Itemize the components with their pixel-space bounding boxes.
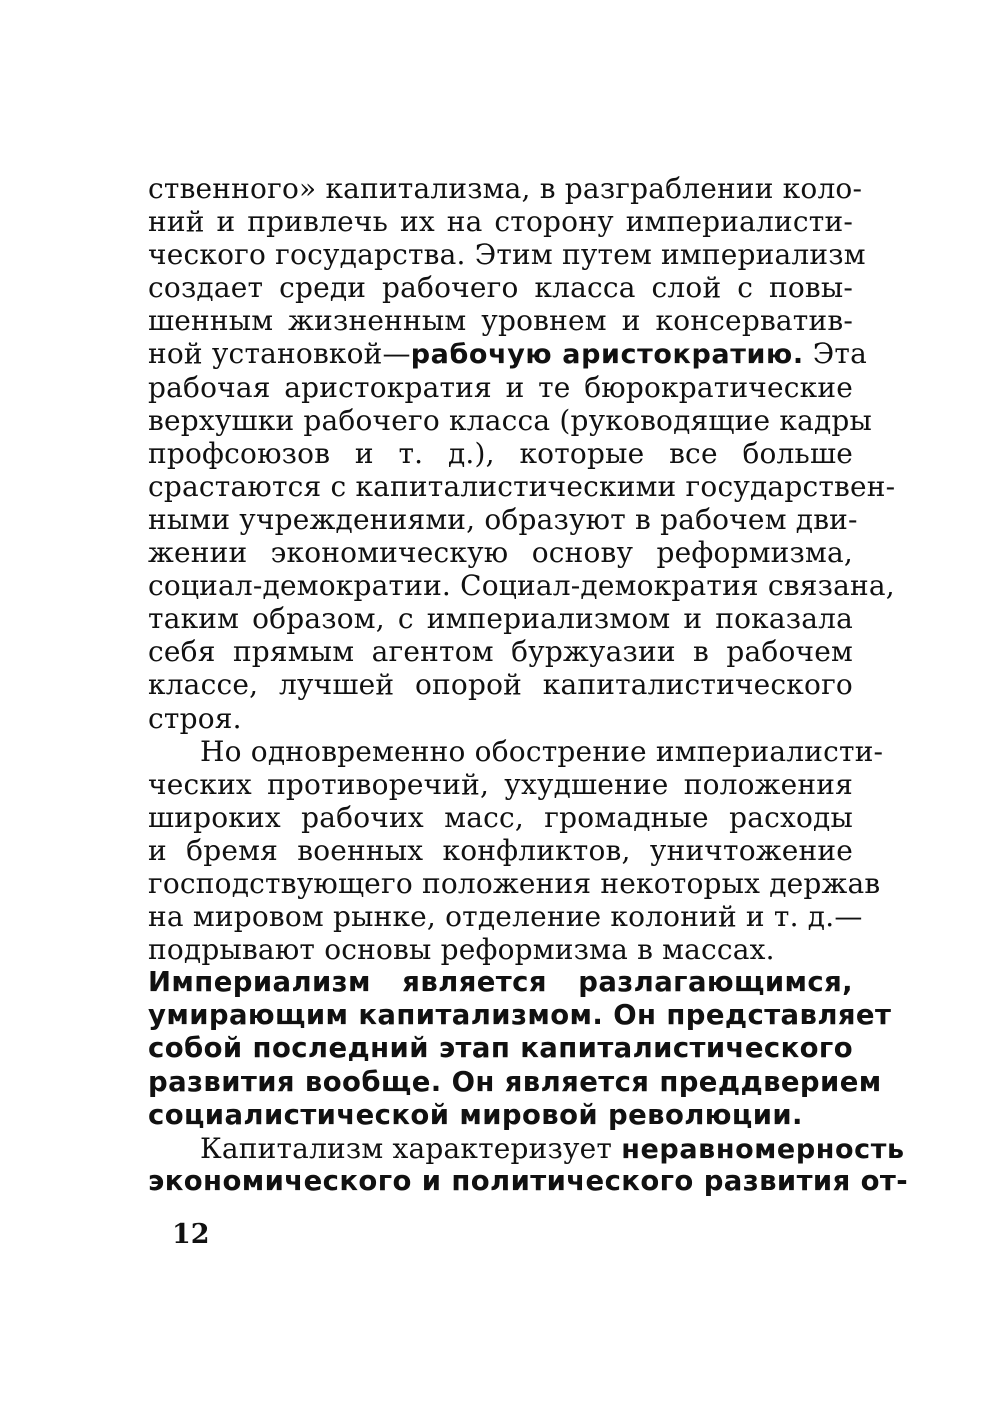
bold-text-line: умирающим капитализмом. Он представляет <box>148 999 892 1032</box>
bold-text-line: собой последний этап капиталистического <box>148 1032 853 1065</box>
text-line: ний и привлечь их на сторону империалисти- <box>148 205 853 239</box>
text-line: верхушки рабочего класса (руководящие кадры <box>148 403 873 437</box>
text-line: создает среди рабочего класса слой с повы- <box>148 271 853 305</box>
bold-text-line: экономического и политического развития от- <box>148 1164 909 1197</box>
text-line: ными учреждениями, образуют в рабочем дви- <box>148 502 858 536</box>
text-line: профсоюзов и т. д.), которые все больше <box>148 436 853 470</box>
text-line: на мировом рынке, отделение колоний и т. д.— <box>148 900 863 934</box>
text-line: таким образом, с империализмом и показала <box>148 602 853 636</box>
text-line: ческого государства. Этим путем империализм <box>148 238 866 272</box>
text-line: подрывают основы реформизма в массах. <box>148 933 775 967</box>
text-line <box>148 1131 905 1165</box>
emphasis-term: рабочую аристократию. <box>410 339 804 371</box>
text-line: шенным жизненным уровнем и консерватив- <box>148 304 853 338</box>
text-line: жении экономическую основу реформизма, <box>148 536 853 570</box>
text-line <box>148 337 867 371</box>
text-run: Эта <box>803 337 867 371</box>
text-line: широких рабочих масс, громадные расходы <box>148 800 853 834</box>
emphasis-term: неравномерность <box>621 1133 905 1165</box>
text-line: социал-демократии. Социал-демократия связана, <box>148 569 895 603</box>
bold-text-line: Империализм является разлагающимся, <box>148 966 853 999</box>
text-run: ной установкой— <box>148 337 411 371</box>
page-number: 12 <box>172 1219 210 1250</box>
page-body <box>148 172 909 1198</box>
text-line: строя. <box>148 701 242 735</box>
text-line: классе, лучшей опорой капиталистического <box>148 668 853 702</box>
text-line: ственного» капитализма, в разграблении коло- <box>148 172 863 205</box>
text-line: рабочая аристократия и те бюрократические <box>148 370 853 404</box>
text-line: срастаются с капиталистическими государствен- <box>148 469 896 503</box>
text-line: и бремя военных конфликтов, уничтожение <box>148 833 853 867</box>
text-line: Но одновременно обострение империалисти- <box>200 734 884 768</box>
text-run: Капитализм характеризует <box>200 1131 622 1165</box>
text-line: господствующего положения некоторых держав <box>148 866 881 900</box>
bold-text-line: социалистической мировой революции. <box>148 1098 803 1131</box>
text-line: ческих противоречий, ухудшение положения <box>148 767 853 801</box>
text-line: себя прямым агентом буржуазии в рабочем <box>148 635 853 669</box>
bold-text-line: развития вообще. Он является преддверием <box>148 1065 882 1098</box>
